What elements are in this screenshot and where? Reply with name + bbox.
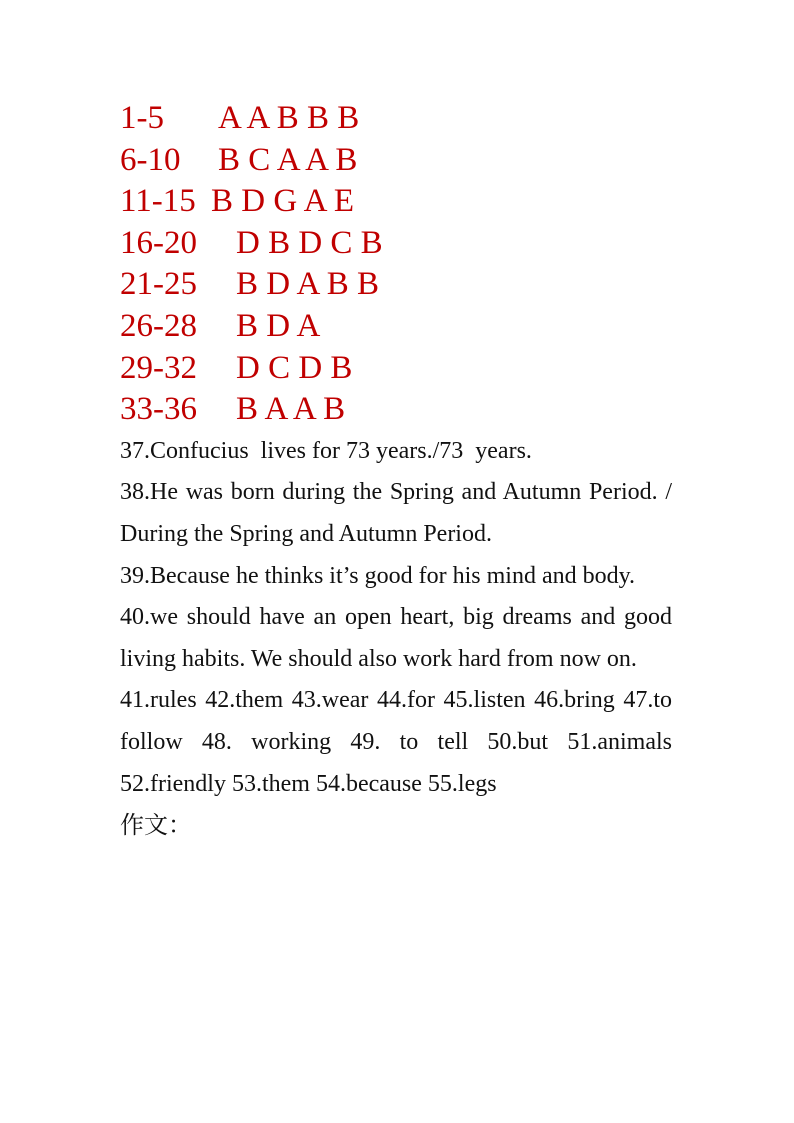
- mc-range: 6-10: [120, 141, 181, 178]
- mc-letters: B C A A B: [218, 141, 358, 178]
- mc-letters: A A B B B: [218, 100, 360, 136]
- mc-range: 16-20: [120, 224, 197, 261]
- mc-range: 1-5: [120, 100, 164, 136]
- answer-39: 39.Because he thinks it’s good for his mind and body.: [120, 562, 636, 589]
- mc-letters: B D A B B: [236, 266, 380, 303]
- mc-answer-line: [120, 98, 672, 140]
- mc-answer-line: [120, 181, 672, 223]
- mc-answer-line: [120, 264, 672, 306]
- essay-label: 作文：: [120, 811, 192, 840]
- answer-37: 37.Confucius lives for 73 years./73 years.: [120, 437, 532, 464]
- mc-answer-line: [120, 348, 672, 390]
- answer-38: 38.He was born during the Spring and Autumn Period. / During the Spring and Autumn Period.: [120, 479, 672, 547]
- mc-answer-line: [120, 140, 672, 182]
- mc-letters: D B D C B: [236, 224, 383, 261]
- mc-range: 21-25: [120, 266, 197, 303]
- mc-letters: B A A B: [236, 391, 346, 428]
- answer-key-page: [120, 98, 672, 847]
- mc-letters: D C D B: [236, 349, 353, 386]
- answer-40: 40.we should have an open heart, big dreams and good living habits. We should also work hard from now on.: [120, 604, 672, 672]
- mc-answer-line: [120, 223, 672, 265]
- mc-answer-line: [120, 389, 672, 431]
- mc-range: 11-15: [120, 183, 196, 220]
- mc-range: 29-32: [120, 349, 197, 386]
- mc-range: 26-28: [120, 307, 197, 344]
- word-fill-answers: 41.rules 42.them 43.wear 44.for 45.listen 46.bring 47.to follow 48. working 49. to tell 50.but 51.animals 52.friendly 53.them 54.because 55.legs: [120, 687, 672, 797]
- mc-letters: B D G A E: [211, 183, 355, 220]
- mc-range: 33-36: [120, 391, 197, 428]
- mc-letters: B D A: [236, 307, 321, 344]
- mc-answer-line: [120, 306, 672, 348]
